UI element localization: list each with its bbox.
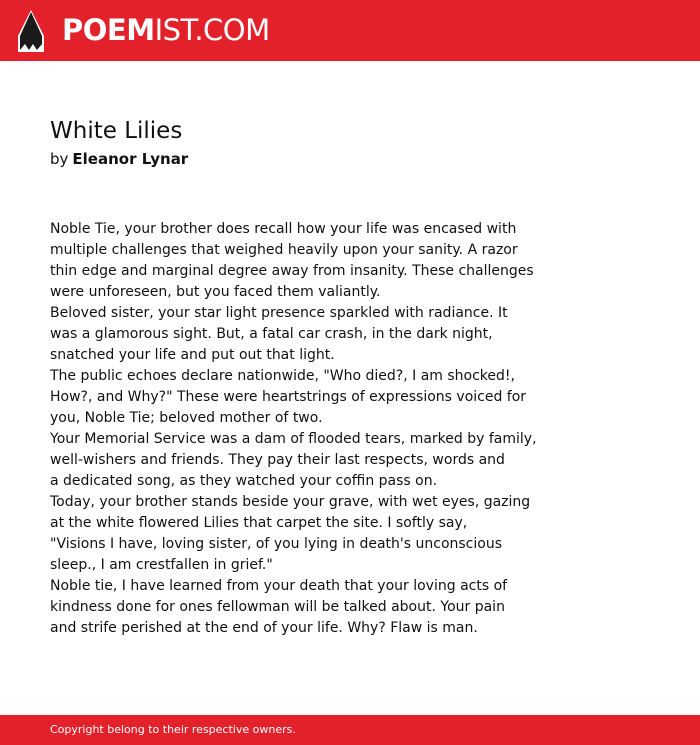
poem-body (50, 219, 570, 639)
logo-light-text: IST.COM (154, 13, 270, 47)
poem-line: "Visions I have, loving sister, of you lying in death's unconscious (50, 536, 503, 552)
poem-line: well-wishers and friends. They pay their last respects, words and (50, 452, 505, 468)
poem-line: and strife perished at the end of your life. Why? Flaw is man. (50, 620, 478, 636)
byline (50, 149, 188, 169)
author-name: Eleanor Lynar (72, 150, 189, 168)
site-footer (0, 715, 700, 745)
poem-line: was a glamorous sight. But, a fatal car crash, in the dark night, (50, 326, 493, 342)
poem-line: at the white flowered Lilies that carpet the site. I softly say, (50, 515, 468, 531)
poem-line: How?, and Why?" These were heartstrings of expressions voiced for (50, 389, 527, 405)
site-header (0, 0, 700, 61)
poem-line: Noble Tie, your brother does recall how your life was encased with (50, 221, 517, 237)
poem-line: multiple challenges that weighed heavily upon your sanity. A razor (50, 242, 518, 258)
poem-line: Noble tie, I have learned from your death that your loving acts of (50, 578, 508, 594)
pencil-icon[interactable] (18, 10, 44, 52)
poem-line: kindness done for ones fellowman will be talked about. Your pain (50, 599, 505, 615)
site-logo[interactable] (62, 13, 270, 47)
poem-line: Beloved sister, your star light presence sparkled with radiance. It (50, 305, 508, 321)
poem-line: sleep., I am crestfallen in grief." (50, 557, 273, 573)
poem-title: White Lilies (50, 118, 183, 144)
poem-line: were unforeseen, but you faced them valiantly. (50, 284, 381, 300)
poem-line: thin edge and marginal degree away from insanity. These challenges (50, 263, 534, 279)
poem-line: Today, your brother stands beside your grave, with wet eyes, gazing (50, 494, 531, 510)
poem-line: The public echoes declare nationwide, "Who died?, I am shocked!, (50, 368, 515, 384)
copyright-text: Copyright belong to their respective owners. (50, 723, 296, 736)
poem-line: a dedicated song, as they watched your coffin pass on. (50, 473, 438, 489)
poem-line: Your Memorial Service was a dam of flooded tears, marked by family, (50, 431, 537, 447)
by-label: by (50, 150, 69, 168)
logo-bold-text: POEM (62, 13, 155, 47)
poem-line: snatched your life and put out that light. (50, 347, 335, 363)
poem-line: you, Noble Tie; beloved mother of two. (50, 410, 323, 426)
